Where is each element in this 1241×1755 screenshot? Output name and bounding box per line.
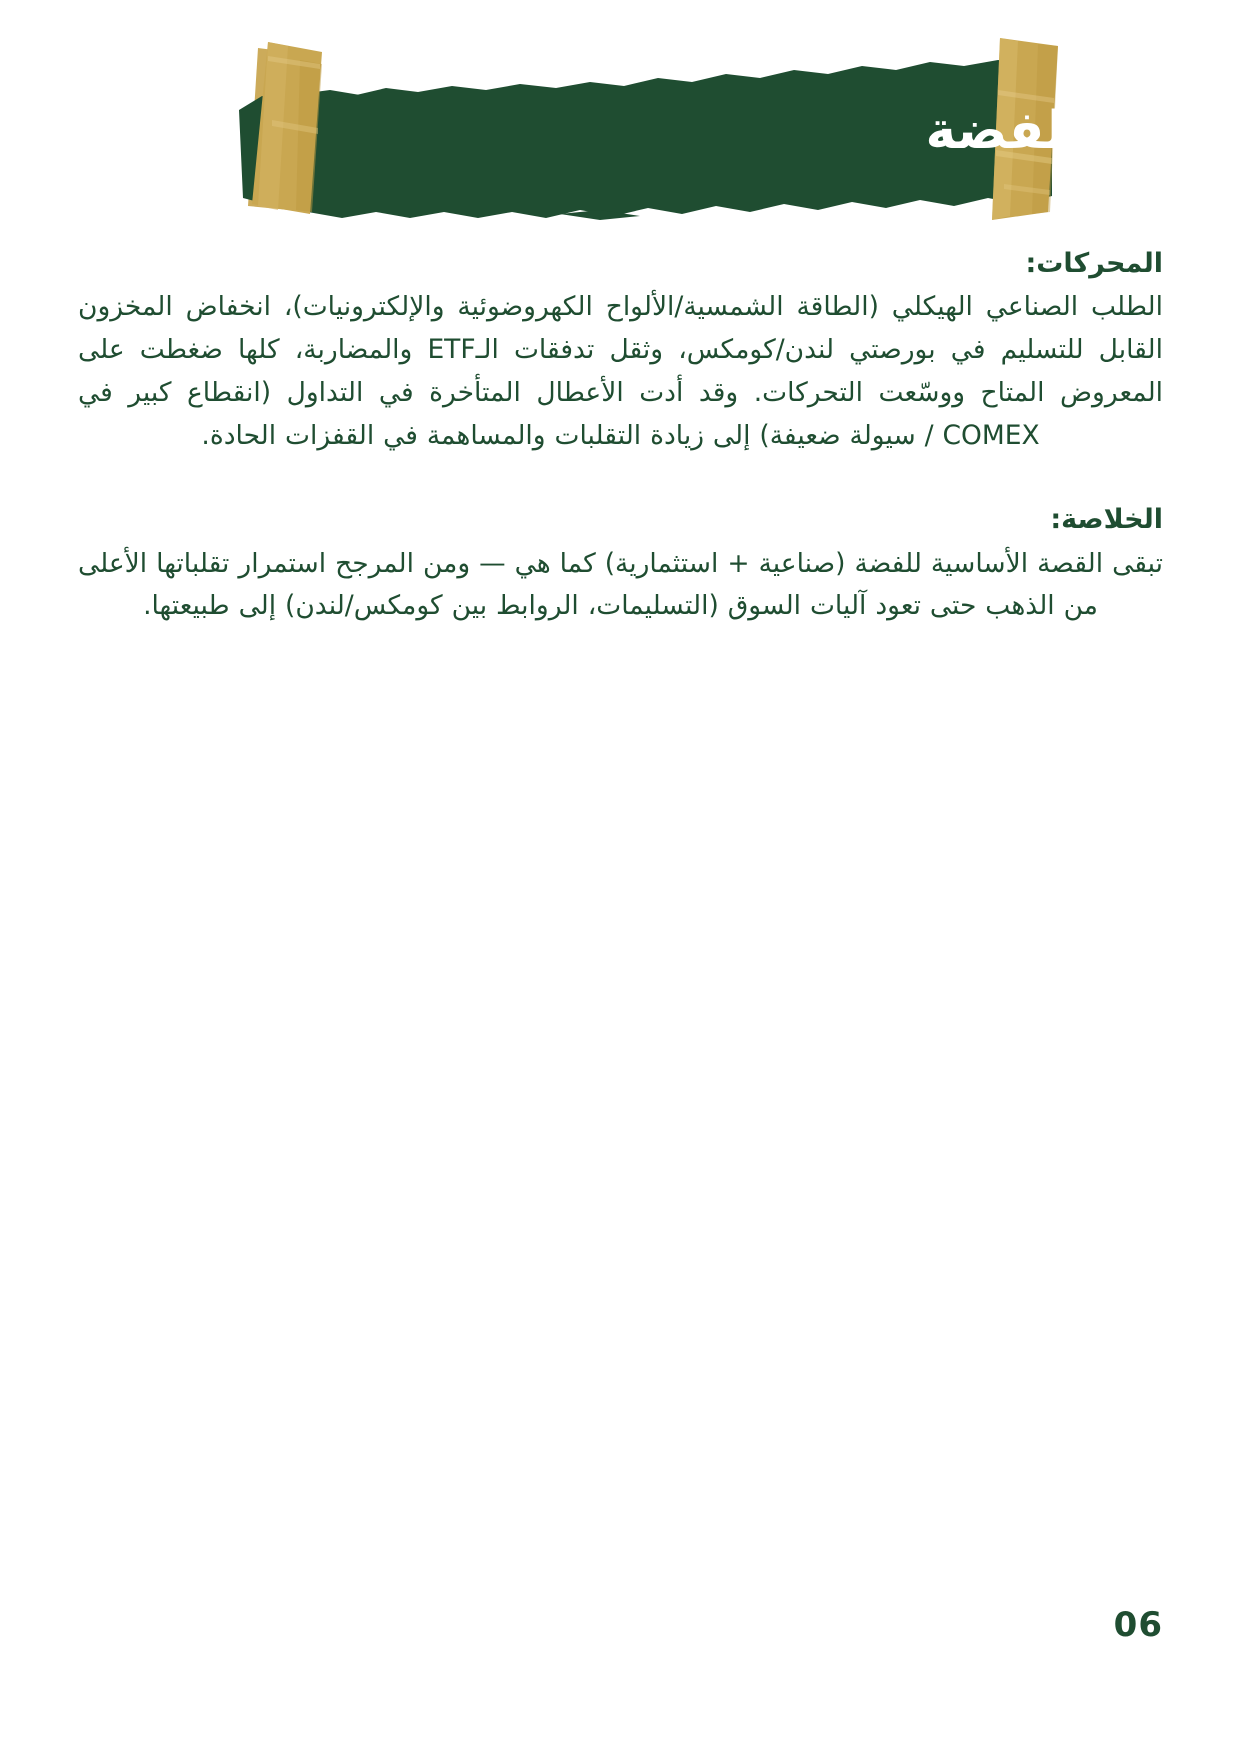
section-drivers	[78, 246, 1163, 458]
page-banner	[0, 0, 1241, 240]
page-number: 06	[1113, 1605, 1163, 1645]
section-summary	[78, 502, 1163, 628]
section-body-summary: تبقى القصة الأساسية للفضة (صناعية + استثمارية) كما هي — ومن المرجح استمرار تقلباتها الأعلى من الذهب حتى تعود آليات السوق (التسليمات، الروابط بين كومكس/لندن) إلى طبيعتها.	[78, 547, 1163, 622]
page-content	[78, 246, 1163, 658]
section-heading-summary: الخلاصة:	[1050, 504, 1163, 536]
section-body-drivers: الطلب الصناعي الهيكلي (الطاقة الشمسية/الألواح الكهروضوئية والإلكترونيات)، انخفاض المخزون القابل للتسليم في بورصتي لندن/كومكس، وثقل تدفقات الـETF والمضاربة، كلها ضغطت على المعروض المتاح ووسّعت التحركات. وقد أدت الأعطال المتأخرة في التداول (انقطاع كبير في COMEX / سيولة ضعيفة) إلى زيادة التقلبات والمساهمة في القفزات الحادة.	[78, 291, 1163, 452]
section-heading-drivers: المحركات:	[1025, 248, 1163, 279]
page-title: الفضة	[925, 101, 1083, 161]
